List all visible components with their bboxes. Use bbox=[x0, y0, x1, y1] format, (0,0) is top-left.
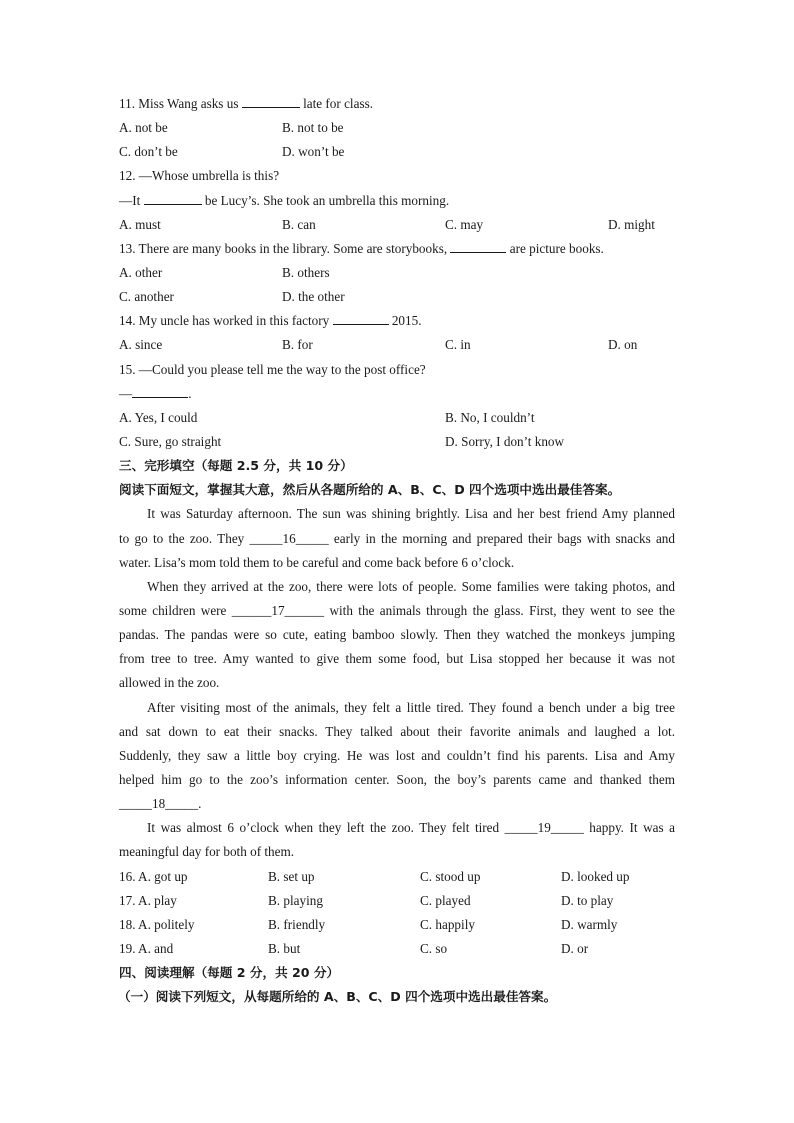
option-d: D. Sorry, I don’t know bbox=[445, 433, 565, 449]
passage-line: water. Lisa’s mom told them to be careful and come back before 6 o’clock. bbox=[119, 554, 515, 570]
question-12-stem: 12. —Whose umbrella is this? bbox=[119, 168, 280, 184]
option-c: C. Sure, go straight bbox=[119, 433, 222, 449]
option-b: B. friendly bbox=[268, 916, 326, 932]
passage-line: _____18_____. bbox=[119, 796, 202, 812]
passage-line: pandas. The pandas were so cute, eating bamboo slowly. Then they watched the monkeys jumping bbox=[119, 627, 675, 643]
option-d: D. or bbox=[561, 940, 589, 956]
exam-page bbox=[119, 92, 675, 1009]
section-3-instruction: 阅读下面短文，掌握其大意，然后从各题所给的 A、B、C、D 四个选项中选出最佳答案。 bbox=[119, 482, 621, 498]
option-a: A. must bbox=[119, 216, 161, 232]
option-c: C. so bbox=[420, 940, 448, 956]
answer-blank bbox=[450, 238, 506, 253]
option-a: 16. A. got up bbox=[119, 868, 188, 884]
passage-line: It was Saturday afternoon. The sun was shining brightly. Lisa and her best friend Amy planned bbox=[147, 506, 675, 522]
option-b: B. can bbox=[282, 216, 316, 232]
question-19-options bbox=[119, 937, 675, 961]
question-15-options-row1 bbox=[119, 406, 675, 430]
passage-line: allowed in the zoo. bbox=[119, 675, 220, 691]
question-11-options-row2 bbox=[119, 140, 675, 164]
option-a: A. other bbox=[119, 264, 163, 280]
passage-line: helped him go to the zoo’s information center. Soon, the boy’s parents came and thanked them bbox=[119, 771, 675, 787]
answer-blank bbox=[132, 383, 188, 398]
option-d: D. warmly bbox=[561, 916, 618, 932]
passage-line: and sat down to eat their snacks. They talked about their favorite animals and laughed a lot. bbox=[119, 723, 675, 739]
option-d: D. to play bbox=[561, 892, 614, 908]
passage-line: meaningful day for both of them. bbox=[119, 844, 295, 860]
passage-line: Suddenly, they saw a little boy crying. He was lost and couldn’t find his parents. Lisa and Amy bbox=[119, 747, 675, 763]
question-13-stem: 13. There are many books in the library. Some are storybooks, are picture books. bbox=[119, 237, 675, 261]
passage-line: After visiting most of the animals, they felt a little tired. They found a bench under a big tree bbox=[147, 699, 675, 715]
option-b: B. playing bbox=[268, 892, 323, 908]
option-b: B. set up bbox=[268, 868, 315, 884]
passage-line: from tree to tree. Amy wanted to give them some food, but Lisa stopped her because it was not bbox=[119, 651, 675, 667]
question-11-options-row1 bbox=[119, 116, 675, 140]
option-d: D. looked up bbox=[561, 868, 630, 884]
option-b: B. not to be bbox=[282, 120, 344, 136]
option-d: D. won’t be bbox=[282, 144, 345, 160]
option-c: C. in bbox=[445, 337, 471, 353]
question-15-options-row2 bbox=[119, 430, 675, 454]
option-b: B. others bbox=[282, 264, 330, 280]
question-15-stem: 15. —Could you please tell me the way to the post office? bbox=[119, 361, 426, 377]
option-d: D. the other bbox=[282, 289, 345, 305]
question-11-stem: 11. Miss Wang asks us late for class. bbox=[119, 92, 675, 116]
option-c: C. stood up bbox=[420, 868, 481, 884]
section-4-title: 四、阅读理解（每题 2 分，共 20 分） bbox=[119, 965, 340, 981]
option-a: A. Yes, I could bbox=[119, 409, 198, 425]
option-b: B. but bbox=[268, 940, 301, 956]
question-12-line2: —It be Lucy’s. She took an umbrella this morning. bbox=[119, 189, 675, 213]
section-3-title: 三、完形填空（每题 2.5 分，共 10 分） bbox=[119, 458, 353, 474]
passage-line: When they arrived at the zoo, there were lots of people. Some families were taking photos, and bbox=[147, 578, 675, 594]
option-b: B. for bbox=[282, 337, 313, 353]
question-12-options bbox=[119, 213, 675, 237]
section-4-subtitle: （一）阅读下列短文，从每题所给的 A、B、C、D 四个选项中选出最佳答案。 bbox=[118, 989, 557, 1005]
option-a: 19. A. and bbox=[119, 940, 174, 956]
question-18-options bbox=[119, 913, 675, 937]
option-c: C. another bbox=[119, 289, 174, 305]
question-17-options bbox=[119, 889, 675, 913]
option-c: C. happily bbox=[420, 916, 475, 932]
passage-line: to go to the zoo. They _____16_____ early in the morning and prepared their bags with snacks and bbox=[119, 530, 675, 546]
option-a: A. since bbox=[119, 337, 163, 353]
question-15-answer-line: — . bbox=[119, 382, 675, 406]
option-c: C. don’t be bbox=[119, 144, 178, 160]
question-16-options bbox=[119, 865, 675, 889]
answer-blank bbox=[333, 310, 389, 325]
blank-18: _____18_____ bbox=[119, 796, 199, 812]
question-13-options-row2 bbox=[119, 285, 675, 309]
option-c: C. played bbox=[420, 892, 471, 908]
option-c: C. may bbox=[445, 216, 484, 232]
question-14-stem: 14. My uncle has worked in this factory 2015. bbox=[119, 309, 675, 333]
passage-line: It was almost 6 o’clock when they left the zoo. They felt tired _____19_____ happy. It was a bbox=[147, 820, 675, 836]
option-d: D. on bbox=[608, 337, 638, 353]
option-b: B. No, I couldn’t bbox=[445, 409, 535, 425]
option-d: D. might bbox=[608, 216, 655, 232]
question-13-options-row1 bbox=[119, 261, 675, 285]
answer-blank bbox=[242, 93, 300, 108]
blank-16: _____16_____ bbox=[249, 530, 329, 546]
option-a: 17. A. play bbox=[119, 892, 177, 908]
blank-17: ______17______ bbox=[231, 602, 325, 618]
option-a: A. not be bbox=[119, 120, 168, 136]
question-14-options bbox=[119, 333, 675, 357]
answer-blank bbox=[144, 190, 202, 205]
passage-line: some children were ______17______ with the animals through the glass. First, they went to see the bbox=[119, 602, 675, 618]
blank-19: _____19_____ bbox=[504, 820, 584, 836]
option-a: 18. A. politely bbox=[119, 916, 195, 932]
